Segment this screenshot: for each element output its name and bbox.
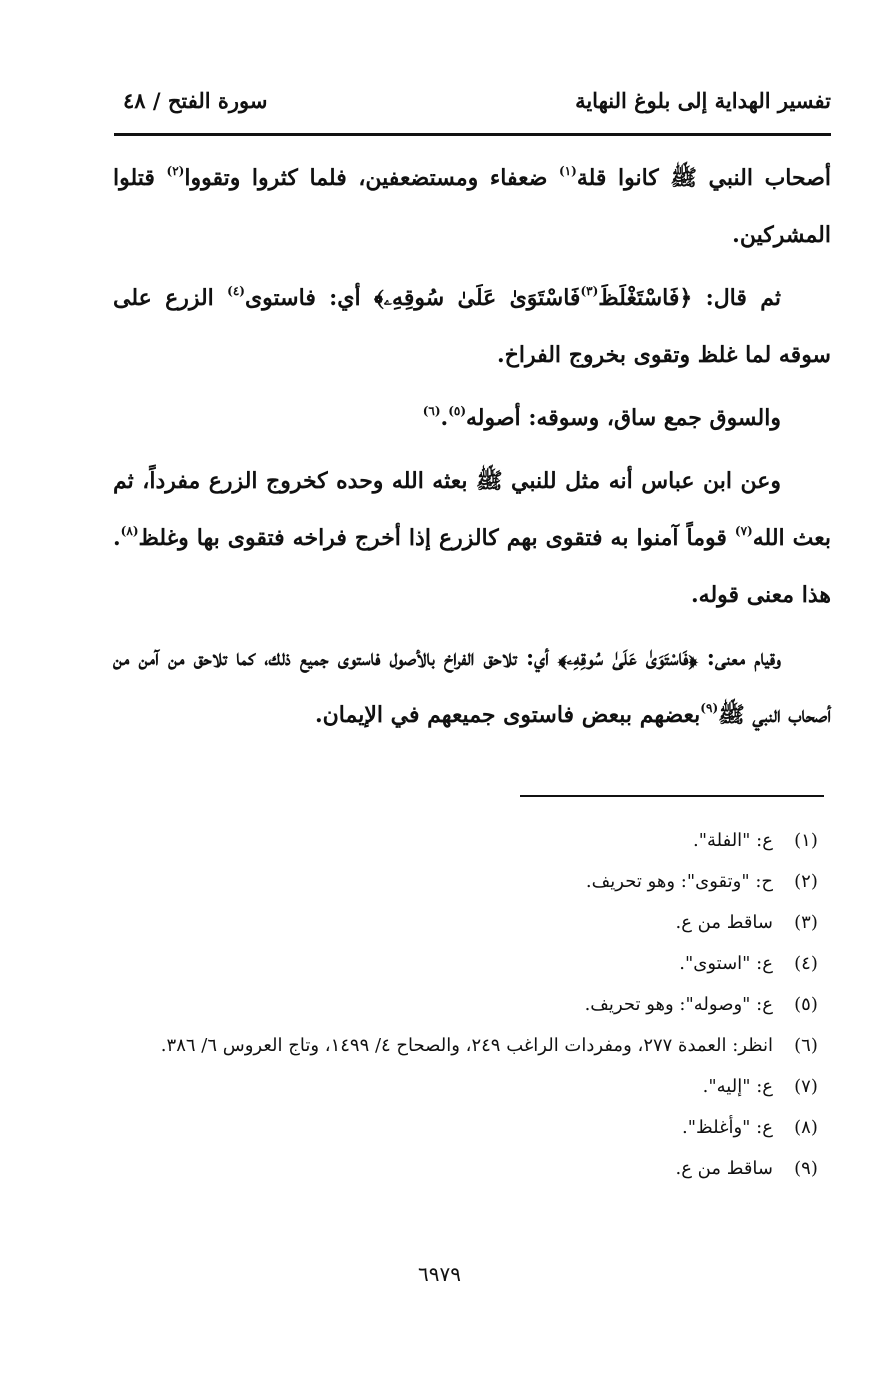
footnote-item [113,820,831,861]
footnote-ref-5: (٥) [448,404,467,418]
footnote-divider [520,795,824,797]
footnote-item [113,943,831,984]
footnote-ref-1: (١) [558,164,577,178]
footnote-number: (٧) [794,1076,818,1097]
main-text [113,150,831,750]
footnote-ref-4: (٤) [227,284,245,298]
footnotes [113,820,831,1189]
paragraph-3: والسوق جمع ساق، وسوقه: أصوله$^{(٥)}$.$^{(٦)}$ [422,404,781,431]
paragraph-4: وعن ابن عباس أنه مثل للنبي ﷺ بعثه الله وحده كخروج الزرع مفرداً، ثم بعث الله$^{(٧)}$ قوماً آمنوا به فتقوى بهم كالزرع إذا أخرج فراخه فتقوى بها وغلظ$^{(٨)}$. هذا معنى قوله. [113,468,831,608]
footnote-text: ح: "وتقوى": وهو تحريف. [585,871,773,892]
footnote-ref-9: (٩) [700,701,719,715]
footnote-item [113,984,831,1025]
paragraph-5: وقيام معنى: ﴿فَاسْتَوَىٰ عَلَىٰ سُوقِهِۦ﴾ أي: تلاحق الفراخ بالأصول فاستوى جميع ذلك، كما تلاحق من آمن من أصحاب النبي ﷺ$^{(٩)}$بعضهم ببعض فاستوى جميعهم في الإيمان. [113,645,831,728]
footnote-number: (٩) [794,1158,818,1179]
footnote-number: (٨) [794,1117,818,1138]
book-title: تفسير الهداية إلى بلوغ النهاية [575,88,831,113]
footnote-text: ع: "وأغلظ". [682,1117,773,1138]
footnote-item [113,1148,831,1189]
footnote-ref-3: (٣) [580,284,599,298]
footnote-item [113,861,831,902]
footnote-item [113,902,831,943]
surah-page-label: سورة الفتح / ٤٨ [123,88,268,113]
paragraph-2: ثم قال: ﴿فَاسْتَغْلَظَ$^{(٣)}$فَاسْتَوَىٰ عَلَىٰ سُوقِهِۦ﴾ أي: فاستوى$^{(٤)}$ الزرع على سوقه لما غلظ وتقوى بخروج الفراخ. [113,284,831,368]
header-divider [114,133,831,136]
footnote-number: (٥) [794,994,818,1015]
footnote-ref-2: (٢) [166,164,185,178]
footnote-ref-7: (٧) [734,524,753,538]
footnote-item [113,1066,831,1107]
footnote-text: انظر: العمدة ٢٧٧، ومفردات الراغب ٢٤٩، والصحاح ٤/ ١٤٩٩، وتاج العروس ٦/ ٣٨٦. [160,1035,773,1056]
footnote-number: (٢) [794,871,818,892]
footnote-number: (٤) [794,953,818,974]
footnote-text: ع: "إليه". [702,1076,773,1097]
footnote-number: (٦) [794,1035,818,1056]
footnote-ref-6: (٦) [422,404,441,418]
footnote-text: ع: "الفلة". [692,830,773,851]
page-header [115,88,831,128]
footnote-ref-8: (٨) [120,524,139,538]
footnote-text: ع: "وصوله": وهو تحريف. [584,994,773,1015]
page-number: ٦٩٧٩ [418,1262,461,1286]
footnote-item [113,1025,831,1066]
footnote-text: ع: "استوى". [679,953,773,974]
footnote-number: (٣) [794,912,818,933]
paragraph-1: أصحاب النبي ﷺ كانوا قلة$^{(١)}$ ضعفاء ومستضعفين، فلما كثروا وتقووا$^{(٢)}$ قتلوا المشركين. [113,164,831,248]
footnote-text: ساقط من ع. [675,912,773,933]
footnote-text: ساقط من ع. [675,1158,773,1179]
footnote-item [113,1107,831,1148]
footnote-number: (١) [794,830,818,851]
